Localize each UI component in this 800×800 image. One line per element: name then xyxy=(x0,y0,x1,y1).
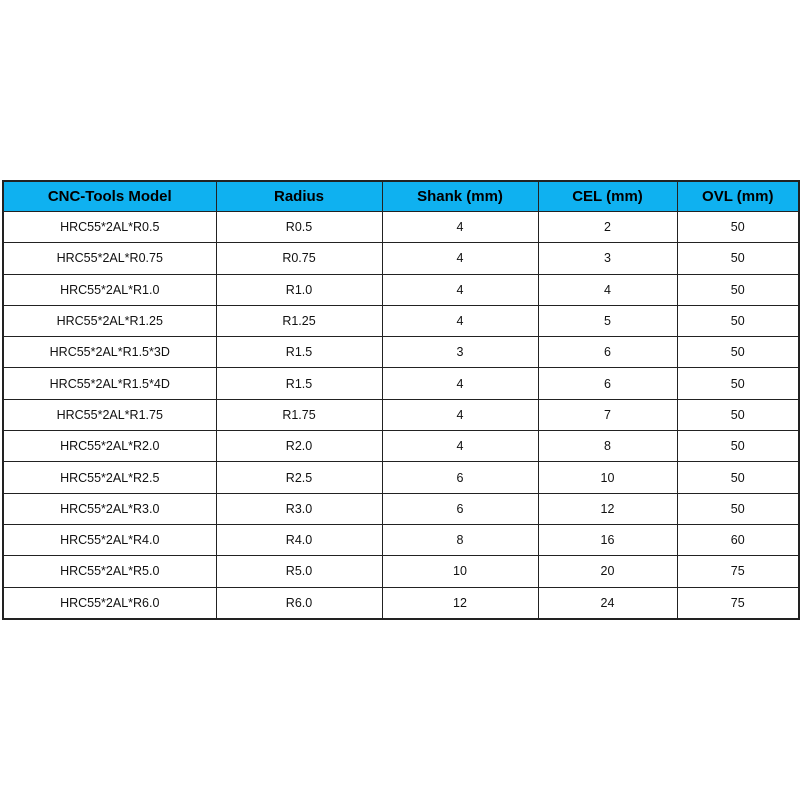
cell-cel: 6 xyxy=(538,368,677,399)
cell-cel: 4 xyxy=(538,274,677,305)
table-row xyxy=(3,337,799,368)
cell-shank: 4 xyxy=(382,243,538,274)
cell-radius: R5.0 xyxy=(216,556,382,587)
header-radius: Radius xyxy=(216,181,382,212)
cell-radius: R1.0 xyxy=(216,274,382,305)
cell-radius: R1.5 xyxy=(216,368,382,399)
cell-model: HRC55*2AL*R2.5 xyxy=(3,462,216,493)
table-row xyxy=(3,243,799,274)
cell-cel: 6 xyxy=(538,337,677,368)
cell-radius: R0.5 xyxy=(216,212,382,243)
table-row xyxy=(3,462,799,493)
cell-shank: 10 xyxy=(382,556,538,587)
table-header xyxy=(3,181,799,212)
cell-ovl: 50 xyxy=(677,274,799,305)
header-ovl: OVL (mm) xyxy=(677,181,799,212)
header-model: CNC-Tools Model xyxy=(3,181,216,212)
header-shank: Shank (mm) xyxy=(382,181,538,212)
cell-shank: 6 xyxy=(382,462,538,493)
cell-cel: 5 xyxy=(538,305,677,336)
cell-radius: R1.5 xyxy=(216,337,382,368)
cell-model: HRC55*2AL*R4.0 xyxy=(3,524,216,555)
table-row xyxy=(3,305,799,336)
cell-shank: 4 xyxy=(382,212,538,243)
spec-table xyxy=(2,180,800,620)
cell-radius: R1.25 xyxy=(216,305,382,336)
cell-model: HRC55*2AL*R3.0 xyxy=(3,493,216,524)
cell-cel: 10 xyxy=(538,462,677,493)
cell-cel: 8 xyxy=(538,431,677,462)
cell-radius: R2.5 xyxy=(216,462,382,493)
table-row xyxy=(3,493,799,524)
cell-radius: R3.0 xyxy=(216,493,382,524)
cell-shank: 6 xyxy=(382,493,538,524)
cell-model: HRC55*2AL*R1.5*4D xyxy=(3,368,216,399)
cell-model: HRC55*2AL*R0.75 xyxy=(3,243,216,274)
table-row xyxy=(3,556,799,587)
cell-ovl: 50 xyxy=(677,212,799,243)
header-row xyxy=(3,181,799,212)
cell-radius: R4.0 xyxy=(216,524,382,555)
cell-cel: 2 xyxy=(538,212,677,243)
table-row xyxy=(3,368,799,399)
cell-radius: R2.0 xyxy=(216,431,382,462)
cell-model: HRC55*2AL*R1.25 xyxy=(3,305,216,336)
cell-ovl: 50 xyxy=(677,399,799,430)
cell-model: HRC55*2AL*R1.75 xyxy=(3,399,216,430)
cell-model: HRC55*2AL*R1.0 xyxy=(3,274,216,305)
cell-shank: 3 xyxy=(382,337,538,368)
cell-ovl: 50 xyxy=(677,243,799,274)
cell-model: HRC55*2AL*R2.0 xyxy=(3,431,216,462)
cell-radius: R1.75 xyxy=(216,399,382,430)
cell-shank: 4 xyxy=(382,274,538,305)
cell-ovl: 50 xyxy=(677,431,799,462)
cell-model: HRC55*2AL*R6.0 xyxy=(3,587,216,619)
table-row xyxy=(3,431,799,462)
cell-cel: 24 xyxy=(538,587,677,619)
cell-radius: R0.75 xyxy=(216,243,382,274)
cell-shank: 4 xyxy=(382,305,538,336)
cell-radius: R6.0 xyxy=(216,587,382,619)
cell-cel: 12 xyxy=(538,493,677,524)
cell-ovl: 75 xyxy=(677,556,799,587)
cell-model: HRC55*2AL*R5.0 xyxy=(3,556,216,587)
table-row xyxy=(3,587,799,619)
cell-ovl: 60 xyxy=(677,524,799,555)
cell-shank: 4 xyxy=(382,368,538,399)
table-row xyxy=(3,212,799,243)
cell-model: HRC55*2AL*R0.5 xyxy=(3,212,216,243)
table-row xyxy=(3,274,799,305)
cell-ovl: 50 xyxy=(677,493,799,524)
cell-shank: 12 xyxy=(382,587,538,619)
cell-cel: 7 xyxy=(538,399,677,430)
cell-ovl: 50 xyxy=(677,337,799,368)
cell-ovl: 50 xyxy=(677,368,799,399)
table-body xyxy=(3,212,799,619)
cell-ovl: 75 xyxy=(677,587,799,619)
cell-cel: 3 xyxy=(538,243,677,274)
cell-ovl: 50 xyxy=(677,462,799,493)
cell-shank: 4 xyxy=(382,431,538,462)
cell-shank: 4 xyxy=(382,399,538,430)
header-cel: CEL (mm) xyxy=(538,181,677,212)
cell-cel: 20 xyxy=(538,556,677,587)
table-row xyxy=(3,524,799,555)
table-row xyxy=(3,399,799,430)
cell-model: HRC55*2AL*R1.5*3D xyxy=(3,337,216,368)
cell-ovl: 50 xyxy=(677,305,799,336)
cell-shank: 8 xyxy=(382,524,538,555)
cell-cel: 16 xyxy=(538,524,677,555)
